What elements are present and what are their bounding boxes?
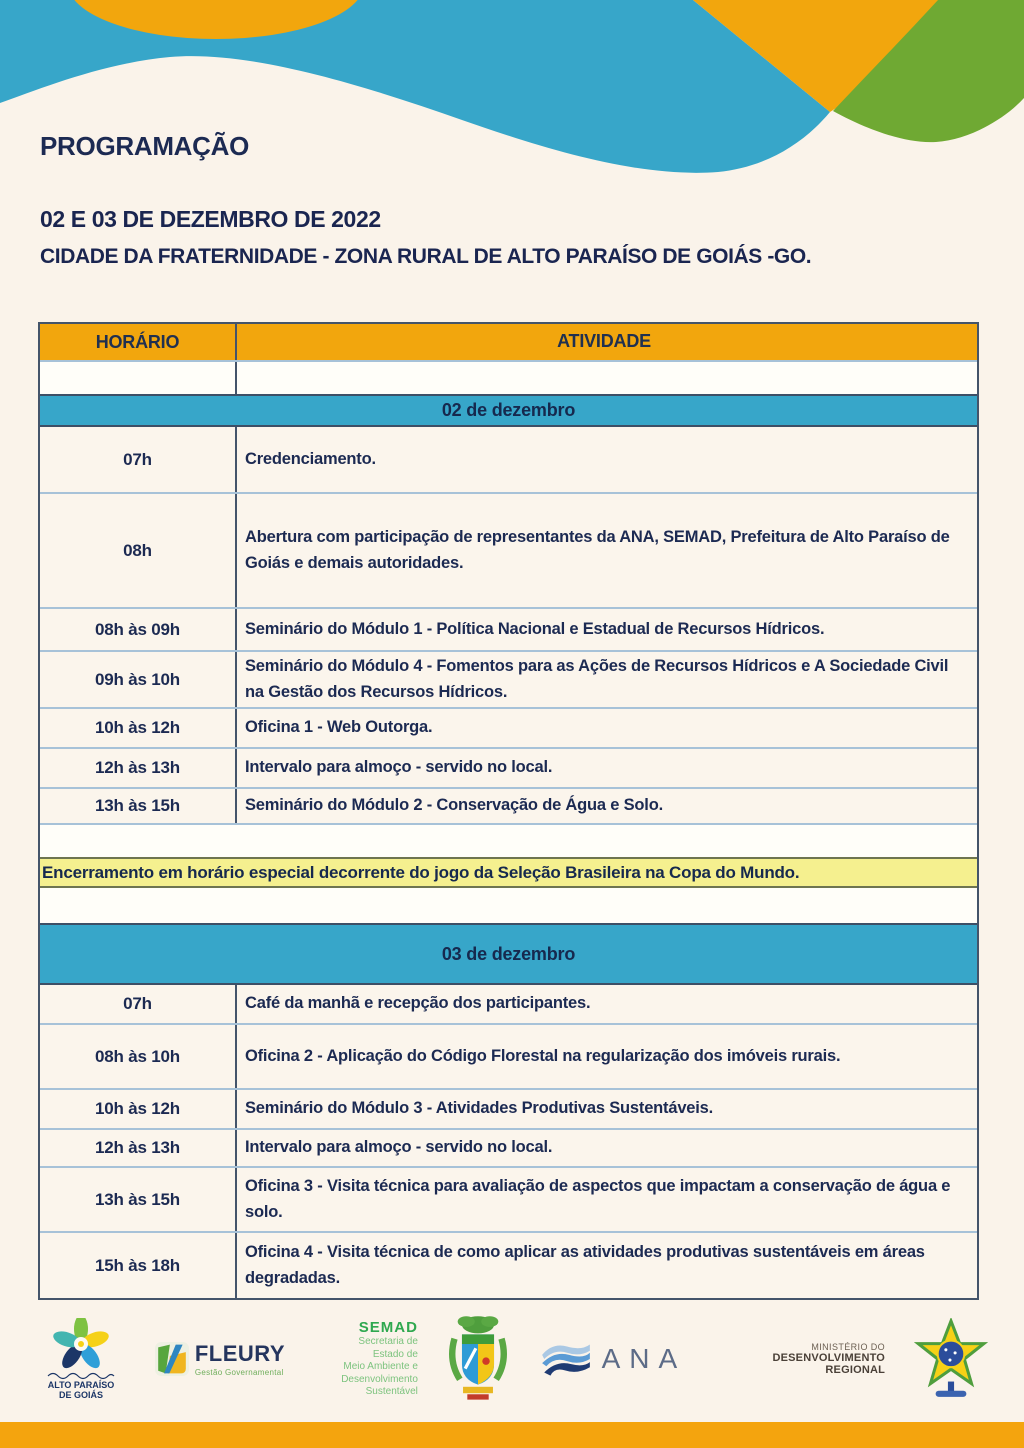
activity-cell: Seminário do Módulo 4 - Fomentos para as Ações de Recursos Hídricos e A Sociedade Civil na Gestão dos Recursos Hídricos. [245,656,949,701]
activity-cell: Credenciamento. [245,449,376,468]
spacer-row [40,823,977,857]
schedule-row [40,1231,977,1298]
alto-paraiso-name-line2: DE GOIÁS [58,1390,103,1400]
mdr-line2: DESENVOLVIMENTO REGIONAL [772,1352,886,1376]
semad-subtitle-line: Desenvolvimento [341,1373,418,1385]
table-header-row [40,324,977,360]
semad-subtitle-line: Estado de [372,1348,418,1360]
ana-name: ANA [601,1343,687,1374]
alto-paraiso-name-line1: ALTO PARAÍSO [47,1379,115,1390]
activity-cell: Oficina 3 - Visita técnica para avaliação de aspectos que impactam a conservação de água e solo. [245,1176,951,1221]
time-cell: 10h às 12h [40,709,237,747]
spacer-row [40,888,977,923]
schedule-row [40,707,977,747]
time-cell: 12h às 13h [40,1130,237,1166]
alto-paraiso-script-flourish [44,1370,118,1380]
time-cell: 09h às 10h [40,652,237,707]
spacer-row [40,360,977,394]
event-location: CIDADE DA FRATERNIDADE - ZONA RURAL DE ALTO PARAÍSO DE GOIÁS -GO. [40,245,812,268]
mdr-line1: MINISTÉRIO DO [811,1342,886,1352]
section-header-day1: 02 de dezembro [40,394,977,427]
activity-cell: Intervalo para almoço - servido no local. [245,758,553,777]
semad-name: SEMAD [358,1319,418,1337]
column-header-activity: ATIVIDADE [557,331,651,352]
schedule-row [40,1166,977,1231]
fleury-logo [155,1341,285,1377]
schedule-row [40,1128,977,1166]
alto-paraiso-logo [36,1318,126,1401]
time-cell: 08h às 09h [40,609,237,650]
column-header-time: HORÁRIO [40,324,237,360]
ana-waves-icon [538,1338,594,1380]
semad-subtitle-line: Meio Ambiente e [343,1361,418,1373]
goias-coat-of-arms-icon [447,1313,509,1405]
time-cell: 07h [40,427,237,492]
event-date: 02 E 03 DE DEZEMBRO DE 2022 [40,206,381,232]
section-header-day2: 03 de dezembro [40,923,977,985]
fleury-subtitle: Gestão Governamental [194,1368,284,1377]
ana-logo [538,1338,687,1380]
partner-logos-footer [0,1303,1024,1415]
ministerio-desenvolvimento-regional-logo [715,1342,885,1376]
activity-cell: Abertura com participação de representantes da ANA, SEMAD, Prefeitura de Alto Paraíso de Goiás e demais autoridades. [245,527,950,572]
time-cell: 13h às 15h [40,1168,237,1231]
time-cell: 08h às 10h [40,1025,237,1088]
schedule-row [40,985,977,1023]
alto-paraiso-pinwheel-icon [39,1318,123,1370]
time-cell: 07h [40,985,237,1023]
activity-cell: Intervalo para almoço - servido no local. [245,1138,553,1157]
schedule-row [40,427,977,492]
time-cell: 08h [40,494,237,607]
activity-cell: Oficina 2 - Aplicação do Código Florestal na regularização dos imóveis rurais. [245,1046,841,1065]
activity-cell: Oficina 1 - Web Outorga. [245,718,433,737]
time-cell: 15h às 18h [40,1233,237,1298]
time-cell: 10h às 12h [40,1090,237,1128]
time-cell: 12h às 13h [40,749,237,787]
fleury-icon [155,1342,189,1376]
activity-cell: Seminário do Módulo 3 - Atividades Produtivas Sustentáveis. [245,1099,714,1118]
semad-logo [314,1319,418,1399]
schedule-row [40,747,977,787]
schedule-row [40,607,977,650]
time-cell: 13h às 15h [40,789,237,823]
schedule-row [40,650,977,707]
page-title: PROGRAMAÇÃO [40,131,250,161]
activity-cell: Café da manhã e recepção dos participantes. [245,994,591,1013]
activity-cell: Seminário do Módulo 1 - Política Nacional e Estadual de Recursos Hídricos. [245,619,825,638]
semad-subtitle-line: Secretaria de [358,1336,418,1348]
schedule-table [38,322,979,1300]
activity-cell: Seminário do Módulo 2 - Conservação de Água e Solo. [245,796,663,815]
brazil-coat-of-arms-icon [914,1318,988,1400]
activity-cell: Oficina 4 - Visita técnica de como aplicar as atividades produtivas sustentáveis em áreas degradadas. [245,1242,925,1287]
schedule-row [40,492,977,607]
semad-subtitle-line: Sustentável [365,1386,418,1398]
schedule-row [40,1023,977,1088]
header-wave-decoration [0,0,1024,210]
bottom-orange-bar [0,1422,1024,1448]
fleury-name: FLEURY [194,1341,286,1366]
schedule-row [40,1088,977,1128]
closing-notice: Encerramento em horário especial decorrente do jogo da Seleção Brasileira na Copa do Mundo. [40,857,977,888]
schedule-row [40,787,977,823]
